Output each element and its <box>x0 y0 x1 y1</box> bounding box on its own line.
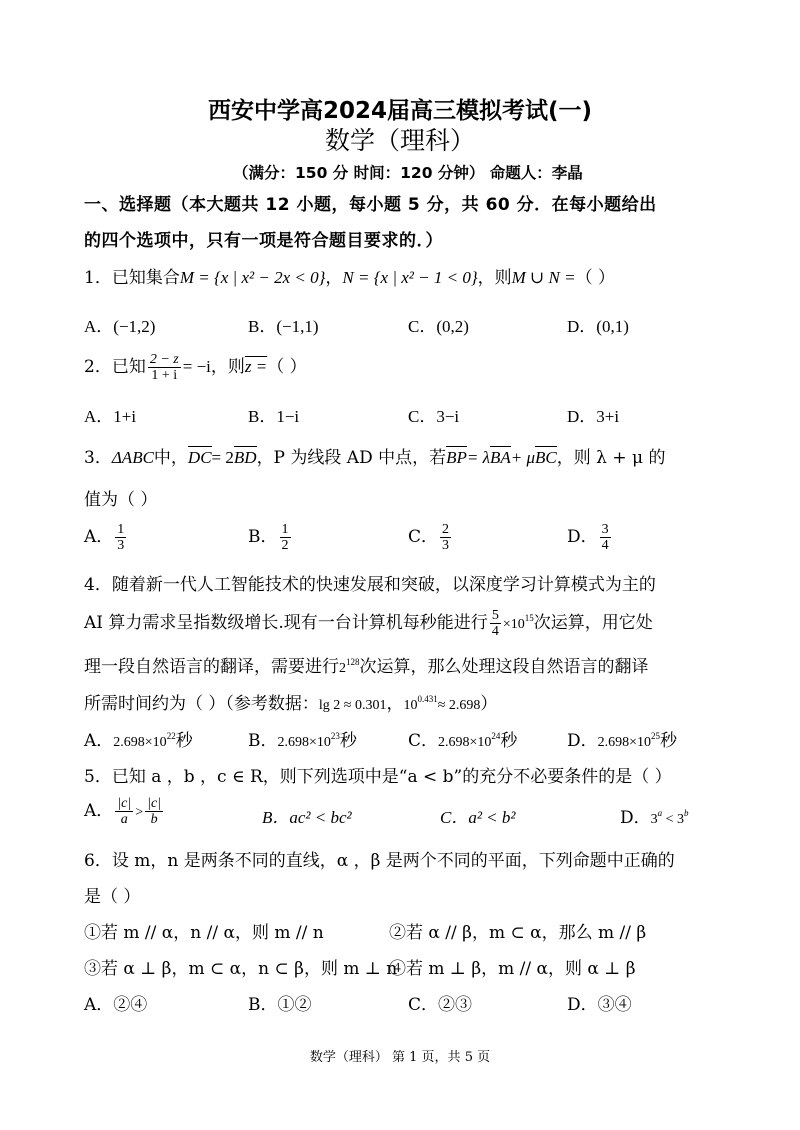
q4-frac-den: 4 <box>491 624 499 639</box>
q5-a-frac1 <box>115 796 133 827</box>
q4-option-a <box>84 726 193 751</box>
q4-option-c <box>408 726 517 751</box>
q5-option-a <box>84 796 165 827</box>
q4-b-base: 2.698×10 <box>277 735 331 750</box>
q1-option-b: B．(−1,1) <box>248 317 319 336</box>
q2-frac-den: 1 + i <box>151 368 178 383</box>
q5-d-letter: D． <box>620 808 651 828</box>
q4-ref1: lg 2 ≈ 0.301 <box>318 698 387 713</box>
question-2 <box>84 352 307 383</box>
q5-a-den1: a <box>120 812 128 827</box>
q5-a-den2: b <box>150 812 158 827</box>
q4-c-exp: 24 <box>491 731 501 741</box>
q4-d-letter: D． <box>567 731 598 751</box>
q1-text-a: 1．已知集合 <box>84 268 180 288</box>
q3-option-b <box>248 522 293 553</box>
q1-union: M ∪ N = <box>511 268 576 287</box>
q4-fraction <box>490 608 501 639</box>
q2-text-b: ，则 <box>210 357 245 377</box>
q2-text-a: 2．已知 <box>84 357 146 377</box>
q3-option-a <box>84 522 128 553</box>
q6-option-c: C．②③ <box>408 995 473 1015</box>
q4-c-letter: C． <box>408 731 439 751</box>
q4-b-unit: 秒 <box>339 731 357 751</box>
q4-line2 <box>84 608 653 639</box>
q6-statement-4: ④若 m ⊥ β，m // α，则 α ⊥ β <box>389 959 636 979</box>
q3-c-den: 3 <box>442 538 450 553</box>
q2-eq: = −i <box>182 357 211 376</box>
q3-b-den: 2 <box>281 538 289 553</box>
q6-line1: 6．设 m，n 是两条不同的直线，α ，β 是两个不同的平面，下列命题中正确的 <box>84 851 675 871</box>
exam-subtitle: 数学（理科） <box>324 126 475 155</box>
q3-vec-dc: DC <box>187 448 212 467</box>
q3-label: 3． <box>84 448 112 468</box>
q4-a-base: 2.698×10 <box>113 735 167 750</box>
q4-d-unit: 秒 <box>660 731 678 751</box>
q1-sep: ， <box>325 268 343 288</box>
q2-option-c: C．3−i <box>408 407 460 426</box>
q2-option-b: B．1−i <box>248 407 300 426</box>
q2-zbar: z = <box>244 357 268 376</box>
q4-c-base: 2.698×10 <box>438 735 492 750</box>
q4-b-letter: B． <box>248 731 278 751</box>
q3-b-num: 1 <box>281 522 289 537</box>
q4-ref2-tail: ≈ 2.698 <box>437 698 481 713</box>
q3-b-letter: B． <box>248 527 278 547</box>
q1-set-n: N = {x | x² − 1 < 0} <box>342 268 478 287</box>
q4-line3 <box>84 652 649 677</box>
q1-text-b: ，则 <box>477 268 512 288</box>
q4-p-base: 2 <box>339 661 346 676</box>
q5-a-letter: A． <box>84 801 114 821</box>
q3-c-frac <box>440 522 451 553</box>
q4-frac-num: 5 <box>491 608 499 623</box>
question-1 <box>84 263 615 288</box>
q1-blank: （ ） <box>575 268 616 288</box>
q3-c-num: 2 <box>442 522 450 537</box>
q2-option-d: D．3+i <box>567 407 620 426</box>
q3-b-frac <box>280 522 291 553</box>
q4-ref2-exp: 0.431 <box>417 694 438 704</box>
q4-option-b <box>248 726 357 751</box>
q4-line1: 4．随着新一代人工智能技术的快速发展和突破，以深度学习计算模式为主的 <box>84 575 656 595</box>
q3-text-b: ，P 为线段 AD 中点，若 <box>256 448 447 468</box>
q4-d-exp: 25 <box>651 731 661 741</box>
q3-a-den: 3 <box>117 538 125 553</box>
q3-d-den: 4 <box>601 538 609 553</box>
q6-option-a: A．②④ <box>84 995 148 1015</box>
section-heading-line2: 的四个选项中，只有一项是符合题目要求的．） <box>84 231 443 251</box>
q2-blank: （ ） <box>267 357 307 377</box>
q3-text-a: 中， <box>153 448 188 468</box>
q5-a-num1: |c| <box>117 796 132 811</box>
q4-option-d <box>567 726 677 751</box>
q5-a-num2: |c| <box>147 796 162 811</box>
q3-vec-ba: BA <box>490 448 511 467</box>
q5-d-exp2: b <box>684 808 689 818</box>
exam-info: （满分：150 分 时间：120 分钟） 命题人：李晶 <box>233 164 583 182</box>
q3-plus: + μ <box>510 448 536 467</box>
q5-option-b: B．ac² < bc² <box>262 808 352 827</box>
q5-a-gt: > <box>135 805 144 820</box>
q2-option-a: A．1+i <box>84 407 137 426</box>
q6-statement-3: ③若 α ⊥ β，m ⊂ α，n ⊂ β，则 m ⊥ n <box>84 959 398 979</box>
q3-option-c <box>408 522 453 553</box>
q1-set-m: M = {x | x² − 2x < 0} <box>179 268 326 287</box>
q4-power-exp: 15 <box>524 613 534 623</box>
q4-ref2-base: 10 <box>403 698 418 713</box>
q3-d-num: 3 <box>601 522 609 537</box>
q1-option-c: C．(0,2) <box>408 317 469 336</box>
q5-a-frac2 <box>145 796 163 827</box>
q6-line2: 是（ ） <box>84 887 141 907</box>
q4-line3-b: 次运算，那么处理这段自然语言的翻译 <box>359 657 649 677</box>
q3-c-letter: C． <box>408 527 439 547</box>
q3-vec-bp: BP <box>446 448 467 467</box>
q4-ref-sep: ， <box>386 694 404 714</box>
q3-text-c: ，则 λ + μ 的 <box>556 448 666 468</box>
q5-option-d <box>620 803 689 828</box>
q4-line4 <box>84 689 497 714</box>
q4-line2-b: 次运算，用它处 <box>533 613 653 633</box>
q3-option-d <box>567 522 613 553</box>
q6-option-d: D．③④ <box>567 995 632 1015</box>
question-3 <box>84 443 665 468</box>
q6-statement-1: ①若 m // α，n // α，则 m // n <box>84 923 324 943</box>
q3-triangle: ΔABC <box>111 448 154 467</box>
q2-frac-num: 2 − z <box>149 352 179 367</box>
q4-a-exp: 22 <box>166 731 176 741</box>
q3-d-frac <box>600 522 611 553</box>
q3-a-letter: A． <box>84 527 114 547</box>
q4-p-exp: 128 <box>346 657 360 667</box>
q3-eq2: = λ <box>466 448 490 467</box>
q4-c-unit: 秒 <box>500 731 518 751</box>
q5-option-c: C．a² < b² <box>440 808 516 827</box>
q3-eq1: = 2 <box>211 448 234 467</box>
q4-power-base: ×10 <box>502 617 525 632</box>
q4-line2-a: AI 算力需求呈指数级增长.现有一台计算机每秒能进行 <box>84 613 488 633</box>
q3-a-num: 1 <box>117 522 125 537</box>
q1-option-d: D．(0,1) <box>567 317 629 336</box>
q4-b-exp: 23 <box>330 731 340 741</box>
q5-d-lt: < 3 <box>662 812 685 827</box>
q4-a-letter: A． <box>84 731 114 751</box>
q4-a-unit: 秒 <box>175 731 193 751</box>
q1-option-a: A．(−1,2) <box>84 317 156 336</box>
q3-vec-bd: BD <box>233 448 257 467</box>
q4-d-base: 2.698×10 <box>597 735 652 750</box>
q3-vec-bc: BC <box>535 448 557 467</box>
q6-statement-2: ②若 α // β，m ⊂ α，那么 m // β <box>389 923 647 943</box>
q4-line4-b: ） <box>480 694 498 714</box>
q5-d-base1: 3 <box>650 812 658 827</box>
page-footer: 数学（理科） 第 1 页，共 5 页 <box>309 1050 491 1065</box>
exam-title: 西安中学高2024届高三模拟考试(一) <box>207 98 593 124</box>
q5-d-exp1: a <box>657 808 663 818</box>
q6-option-b: B．①② <box>248 995 312 1015</box>
q2-fraction <box>148 352 181 383</box>
q3-a-frac <box>115 522 126 553</box>
section-heading-line1: 一、选择题（本大题共 12 小题，每小题 5 分，共 60 分．在每小题给出 <box>84 195 657 215</box>
q3-line2: 值为（ ） <box>84 490 158 510</box>
q4-line4-a: 所需时间约为（ ）（参考数据： <box>84 694 319 714</box>
q5-text: 5．已知 a ，b ，c ∈ R，则下列选项中是“a < b”的充分不必要条件的是（ ） <box>84 767 672 787</box>
q4-line3-a: 理一段自然语言的翻译，需要进行 <box>84 657 339 677</box>
q3-d-letter: D． <box>567 527 598 547</box>
